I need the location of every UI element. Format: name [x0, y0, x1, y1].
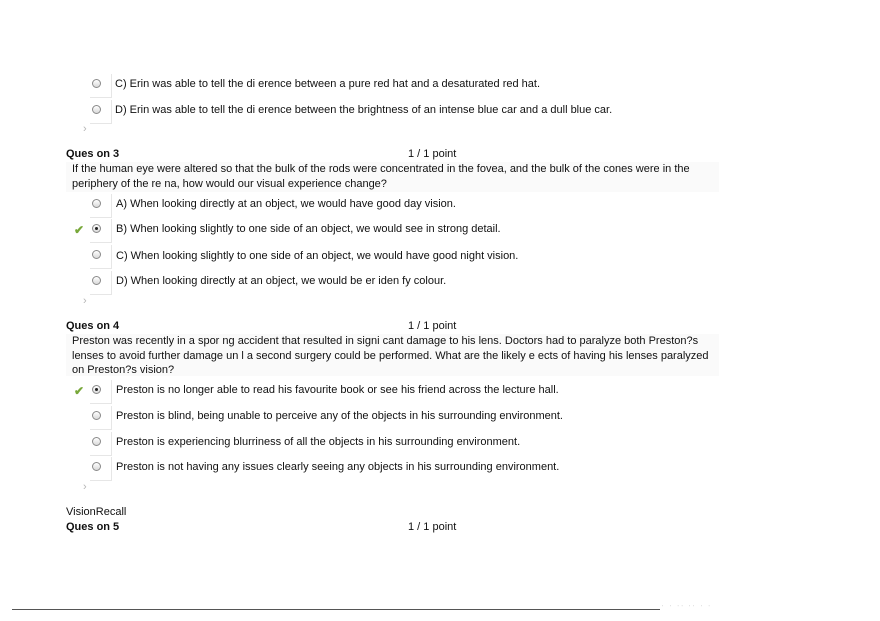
footer-marks: ˙ ˙ ˙˙ ˙˙ ˙ ˙ [662, 606, 713, 612]
option-text: Preston is not having any issues clearly seeing any objects in his surrounding environment. [116, 461, 560, 473]
radio-button[interactable] [92, 79, 101, 88]
option-text: Erin was able to tell the di erence between the brightness of an intense blue car and a dull blue car. [129, 104, 613, 116]
chevron-right-icon[interactable]: › [83, 481, 87, 493]
option-label-b [116, 223, 501, 235]
question-4-text [66, 334, 719, 376]
radio-button-selected[interactable] [92, 224, 101, 233]
option-text: When looking slightly to one side of an object, we would have good night vision. [130, 250, 519, 262]
option-letter: D) [116, 275, 128, 287]
section-label: VisionRecall [66, 506, 127, 518]
option-text: Preston is experiencing blurriness of all the objects in his surrounding environment. [116, 436, 521, 448]
question-text-line: Preston was recently in a spor ng accident that resulted in signi cant damage to his lens. Doctors had to paralyze both Preston?s [72, 335, 699, 347]
option-text: When looking slightly to one side of an object, we would see in strong detail. [130, 223, 501, 235]
check-icon: ✔ [74, 384, 85, 398]
question-5-points: 1 / 1 point [408, 521, 457, 533]
question-text-line: If the human eye were altered so that the bulk of the rods were concentrated in the fovea, and the bulk of the cones were in the [72, 163, 690, 175]
radio-button[interactable] [92, 276, 101, 285]
option-text: When looking directly at an object, we would be er iden fy colour. [130, 275, 447, 287]
question-4-heading: Ques on 4 [66, 320, 120, 332]
question-3-text [66, 162, 719, 192]
footer-divider [12, 609, 660, 610]
radio-button-selected[interactable] [92, 385, 101, 394]
option-label-a [116, 198, 456, 210]
question-4-points: 1 / 1 point [408, 320, 457, 332]
radio-button[interactable] [92, 105, 101, 114]
option-label-d [115, 104, 612, 116]
option-text: Preston is no longer able to read his favourite book or see his friend across the lecture hall. [116, 384, 559, 396]
question-text-line: on Preston?s vision? [72, 364, 175, 376]
question-text-line: lenses to avoid further damage un l a second surgery could be performed. What are the likely e ects of having his lenses paralyzed [72, 349, 709, 362]
question-3-points: 1 / 1 point [408, 148, 457, 160]
chevron-right-icon[interactable]: › [83, 123, 87, 135]
check-icon: ✔ [74, 223, 85, 237]
radio-button[interactable] [92, 462, 101, 471]
option-label-c [116, 250, 518, 262]
option-label-c [115, 78, 540, 90]
radio-button[interactable] [92, 411, 101, 420]
option-letter: C) [116, 250, 128, 262]
radio-button[interactable] [92, 437, 101, 446]
chevron-right-icon[interactable]: › [83, 295, 87, 307]
radio-button[interactable] [92, 199, 101, 208]
option-label-d [116, 275, 446, 287]
radio-button[interactable] [92, 250, 101, 259]
option-letter: C) [115, 78, 127, 90]
question-3-heading: Ques on 3 [66, 148, 120, 160]
option-letter: B) [116, 223, 127, 235]
option-text: Preston is blind, being unable to perceive any of the objects in his surrounding environment. [116, 410, 563, 422]
option-text: Erin was able to tell the di erence between a pure red hat and a desaturated red hat. [129, 78, 540, 90]
question-5-heading: Ques on 5 [66, 521, 120, 533]
option-text: When looking directly at an object, we would have good day vision. [130, 198, 456, 210]
option-letter: D) [115, 104, 127, 116]
option-letter: A) [116, 198, 127, 210]
question-text-line: periphery of the re na, how would our visual experience change? [72, 177, 387, 190]
